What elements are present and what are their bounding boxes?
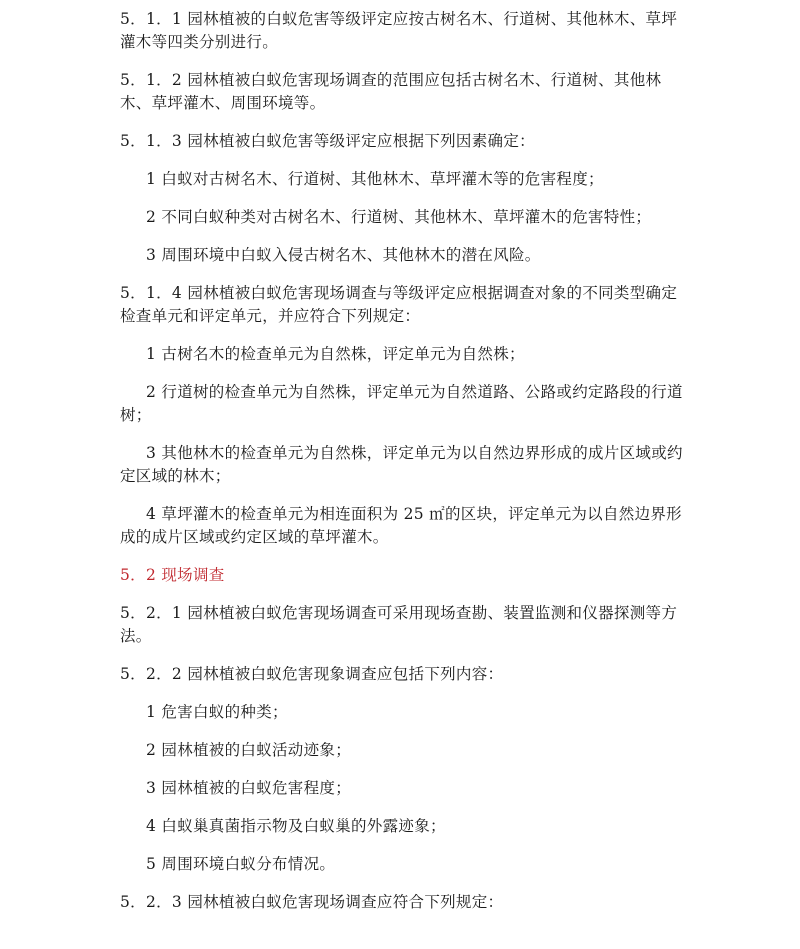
- paragraph-text: 园林植被白蚁危害现场调查应符合下列规定：: [187, 893, 504, 911]
- list-item: [120, 777, 690, 800]
- paragraph-text: 园林植被白蚁危害等级评定应根据下列因素确定：: [187, 132, 535, 150]
- item-number: 2: [146, 208, 157, 226]
- paragraph-text: 白蚁对古树名木、行道树、其他林木、草坪灌木等的危害程度；: [161, 170, 604, 188]
- clause-paragraph: [120, 891, 690, 914]
- paragraph-text: 园林植被白蚁危害现场调查与等级评定应根据调查对象的不同类型确定检查单元和评定单元，并应符合下列规定：: [120, 284, 678, 325]
- item-number: 3: [146, 779, 157, 797]
- clause-paragraph: [120, 8, 690, 54]
- list-item: [120, 701, 690, 724]
- clause-number: 5．1．1: [120, 10, 183, 28]
- list-item: [120, 739, 690, 762]
- list-item: [120, 381, 690, 427]
- clause-number: 5．1．2: [120, 71, 183, 89]
- list-item: [120, 442, 690, 488]
- section-heading: [120, 564, 690, 587]
- clause-paragraph: [120, 69, 690, 115]
- list-item: [120, 168, 690, 191]
- paragraph-text: 危害白蚁的种类；: [161, 703, 288, 721]
- paragraph-text: 园林植被白蚁危害现象调查应包括下列内容：: [187, 665, 504, 683]
- clause-number: 5．2．2: [120, 665, 183, 683]
- item-number: 4: [146, 817, 157, 835]
- item-number: 3: [146, 444, 157, 462]
- clause-paragraph: [120, 663, 690, 686]
- clause-number: 5．1．3: [120, 132, 183, 150]
- list-item: [120, 206, 690, 229]
- clause-number: 5．2．1: [120, 604, 183, 622]
- clause-number: 5．2: [120, 566, 157, 584]
- item-number: 2: [146, 383, 157, 401]
- list-item: [120, 815, 690, 838]
- item-number: 1: [146, 703, 157, 721]
- paragraph-text: 园林植被白蚁危害现场调查可采用现场查勘、装置监测和仪器探测等方法。: [120, 604, 678, 645]
- item-number: 5: [146, 855, 157, 873]
- item-number: 1: [146, 170, 157, 188]
- paragraph-text: 不同白蚁种类对古树名木、行道树、其他林木、草坪灌木的危害特性；: [161, 208, 652, 226]
- item-number: 3: [146, 246, 157, 264]
- clause-paragraph: [120, 602, 690, 648]
- paragraph-text: 园林植被的白蚁危害程度；: [161, 779, 352, 797]
- paragraph-text: 古树名木的检查单元为自然株，评定单元为自然株；: [161, 345, 525, 363]
- clause-paragraph: [120, 130, 690, 153]
- list-item: [120, 503, 690, 549]
- paragraph-text: 行道树的检查单元为自然株，评定单元为自然道路、公路或约定路段的行道树；: [120, 383, 683, 424]
- paragraph-text: 其他林木的检查单元为自然株，评定单元为以自然边界形成的成片区域或约定区域的林木；: [120, 444, 683, 485]
- paragraph-text: 园林植被的白蚁危害等级评定应按古树名木、行道树、其他林木、草坪灌木等四类分别进行。: [120, 10, 678, 51]
- item-number: 1: [146, 345, 157, 363]
- clause-number: 5．1．4: [120, 284, 183, 302]
- paragraph-text: 现场调查: [161, 566, 225, 584]
- item-number: 4: [146, 505, 157, 523]
- clause-paragraph: [120, 282, 690, 328]
- list-item: [120, 853, 690, 876]
- paragraph-text: 园林植被白蚁危害现场调查的范围应包括古树名木、行道树、其他林木、草坪灌木、周围环境等。: [120, 71, 662, 112]
- clause-number: 5．2．3: [120, 893, 183, 911]
- list-item: [120, 343, 690, 366]
- paragraph-text: 园林植被的白蚁活动迹象；: [161, 741, 352, 759]
- item-number: 2: [146, 741, 157, 759]
- list-item: [120, 244, 690, 267]
- paragraph-text: 白蚁巢真菌指示物及白蚁巢的外露迹象；: [161, 817, 446, 835]
- paragraph-text: 草坪灌木的检查单元为相连面积为 25 ㎡的区块，评定单元为以自然边界形成的成片区域或约定区域的草坪灌木。: [120, 505, 682, 546]
- paragraph-text: 周围环境白蚁分布情况。: [161, 855, 336, 873]
- paragraph-text: 周围环境中白蚁入侵古树名木、其他林木的潜在风险。: [161, 246, 541, 264]
